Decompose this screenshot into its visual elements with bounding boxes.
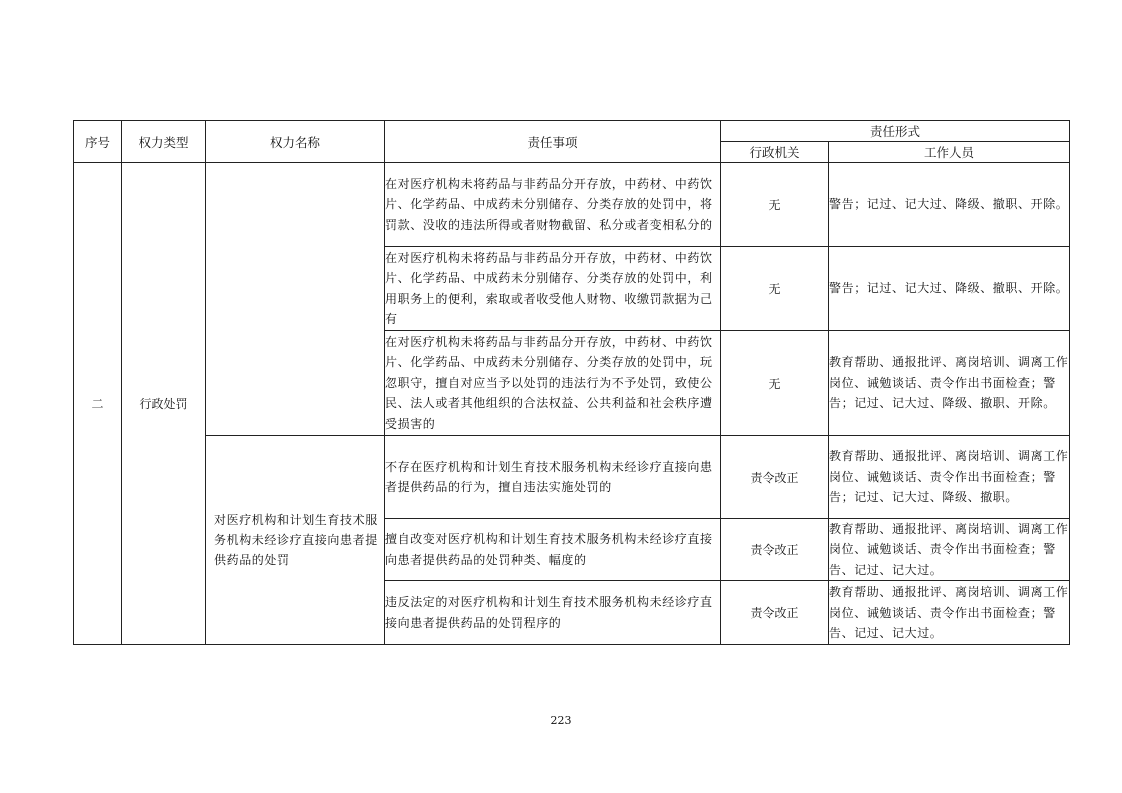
- group-power-name-2: 对医疗机构和计划生育技术服务机构未经诊疗直接向患者提供药品的处罚: [206, 436, 385, 645]
- group-power-name-1: [206, 163, 385, 436]
- matter-cell: 在对医疗机构未将药品与非药品分开存放，中药材、中药饮片、化学药品、中成药未分别储存、分类存放的处罚中，将罚款、没收的违法所得或者财物截留、私分或者变相私分的: [385, 163, 721, 247]
- table-row: [74, 436, 1070, 519]
- agency-cell: 责令改正: [721, 436, 829, 519]
- staff-cell: 警告；记过、记大过、降级、撤职、开除。: [829, 163, 1070, 247]
- staff-cell: 教育帮助、通报批评、离岗培训、调离工作岗位、诫勉谈话、责令作出书面检查；警告、记过、记大过。: [829, 519, 1070, 581]
- matter-cell: 在对医疗机构未将药品与非药品分开存放，中药材、中药饮片、化学药品、中成药未分别储存、分类存放的处罚中，玩忽职守，擅自对应当予以处罚的违法行为不予处罚，致使公民、法人或者其他组织的合法权益、公共利益和社会秩序遭受损害的: [385, 331, 721, 436]
- header-form: 责任形式: [721, 121, 1070, 142]
- responsibility-table: [73, 120, 1070, 645]
- matter-cell: 在对医疗机构未将药品与非药品分开存放，中药材、中药饮片、化学药品、中成药未分别储存、分类存放的处罚中，利用职务上的便利，索取或者收受他人财物、收缴罚款据为己有: [385, 247, 721, 331]
- page-number: 223: [550, 714, 572, 727]
- header-power-name: 权力名称: [206, 121, 385, 163]
- agency-cell: 责令改正: [721, 581, 829, 645]
- staff-cell: 教育帮助、通报批评、离岗培训、调离工作岗位、诫勉谈话、责令作出书面检查；警告；记过、记大过、降级、撤职、开除。: [829, 331, 1070, 436]
- header-power-type: 权力类型: [122, 121, 206, 163]
- group-power-type: 行政处罚: [122, 163, 206, 645]
- table-row: [74, 163, 1070, 247]
- staff-cell: 教育帮助、通报批评、离岗培训、调离工作岗位、诫勉谈话、责令作出书面检查；警告、记过、记大过。: [829, 581, 1070, 645]
- matter-cell: 擅自改变对医疗机构和计划生育技术服务机构未经诊疗直接向患者提供药品的处罚种类、幅度的: [385, 519, 721, 581]
- agency-cell: 无: [721, 247, 829, 331]
- matter-cell: 违反法定的对医疗机构和计划生育技术服务机构未经诊疗直接向患者提供药品的处罚程序的: [385, 581, 721, 645]
- matter-cell: 不存在医疗机构和计划生育技术服务机构未经诊疗直接向患者提供药品的行为，擅自违法实施处罚的: [385, 436, 721, 519]
- group-seq: 二: [74, 163, 122, 645]
- header-staff: 工作人员: [829, 142, 1070, 163]
- staff-cell: 警告；记过、记大过、降级、撤职、开除。: [829, 247, 1070, 331]
- header-agency: 行政机关: [721, 142, 829, 163]
- header-seq: 序号: [74, 121, 122, 163]
- agency-cell: 责令改正: [721, 519, 829, 581]
- header-matter: 责任事项: [385, 121, 721, 163]
- staff-cell: 教育帮助、通报批评、离岗培训、调离工作岗位、诫勉谈话、责令作出书面检查；警告；记过、记大过、降级、撤职。: [829, 436, 1070, 519]
- agency-cell: 无: [721, 163, 829, 247]
- agency-cell: 无: [721, 331, 829, 436]
